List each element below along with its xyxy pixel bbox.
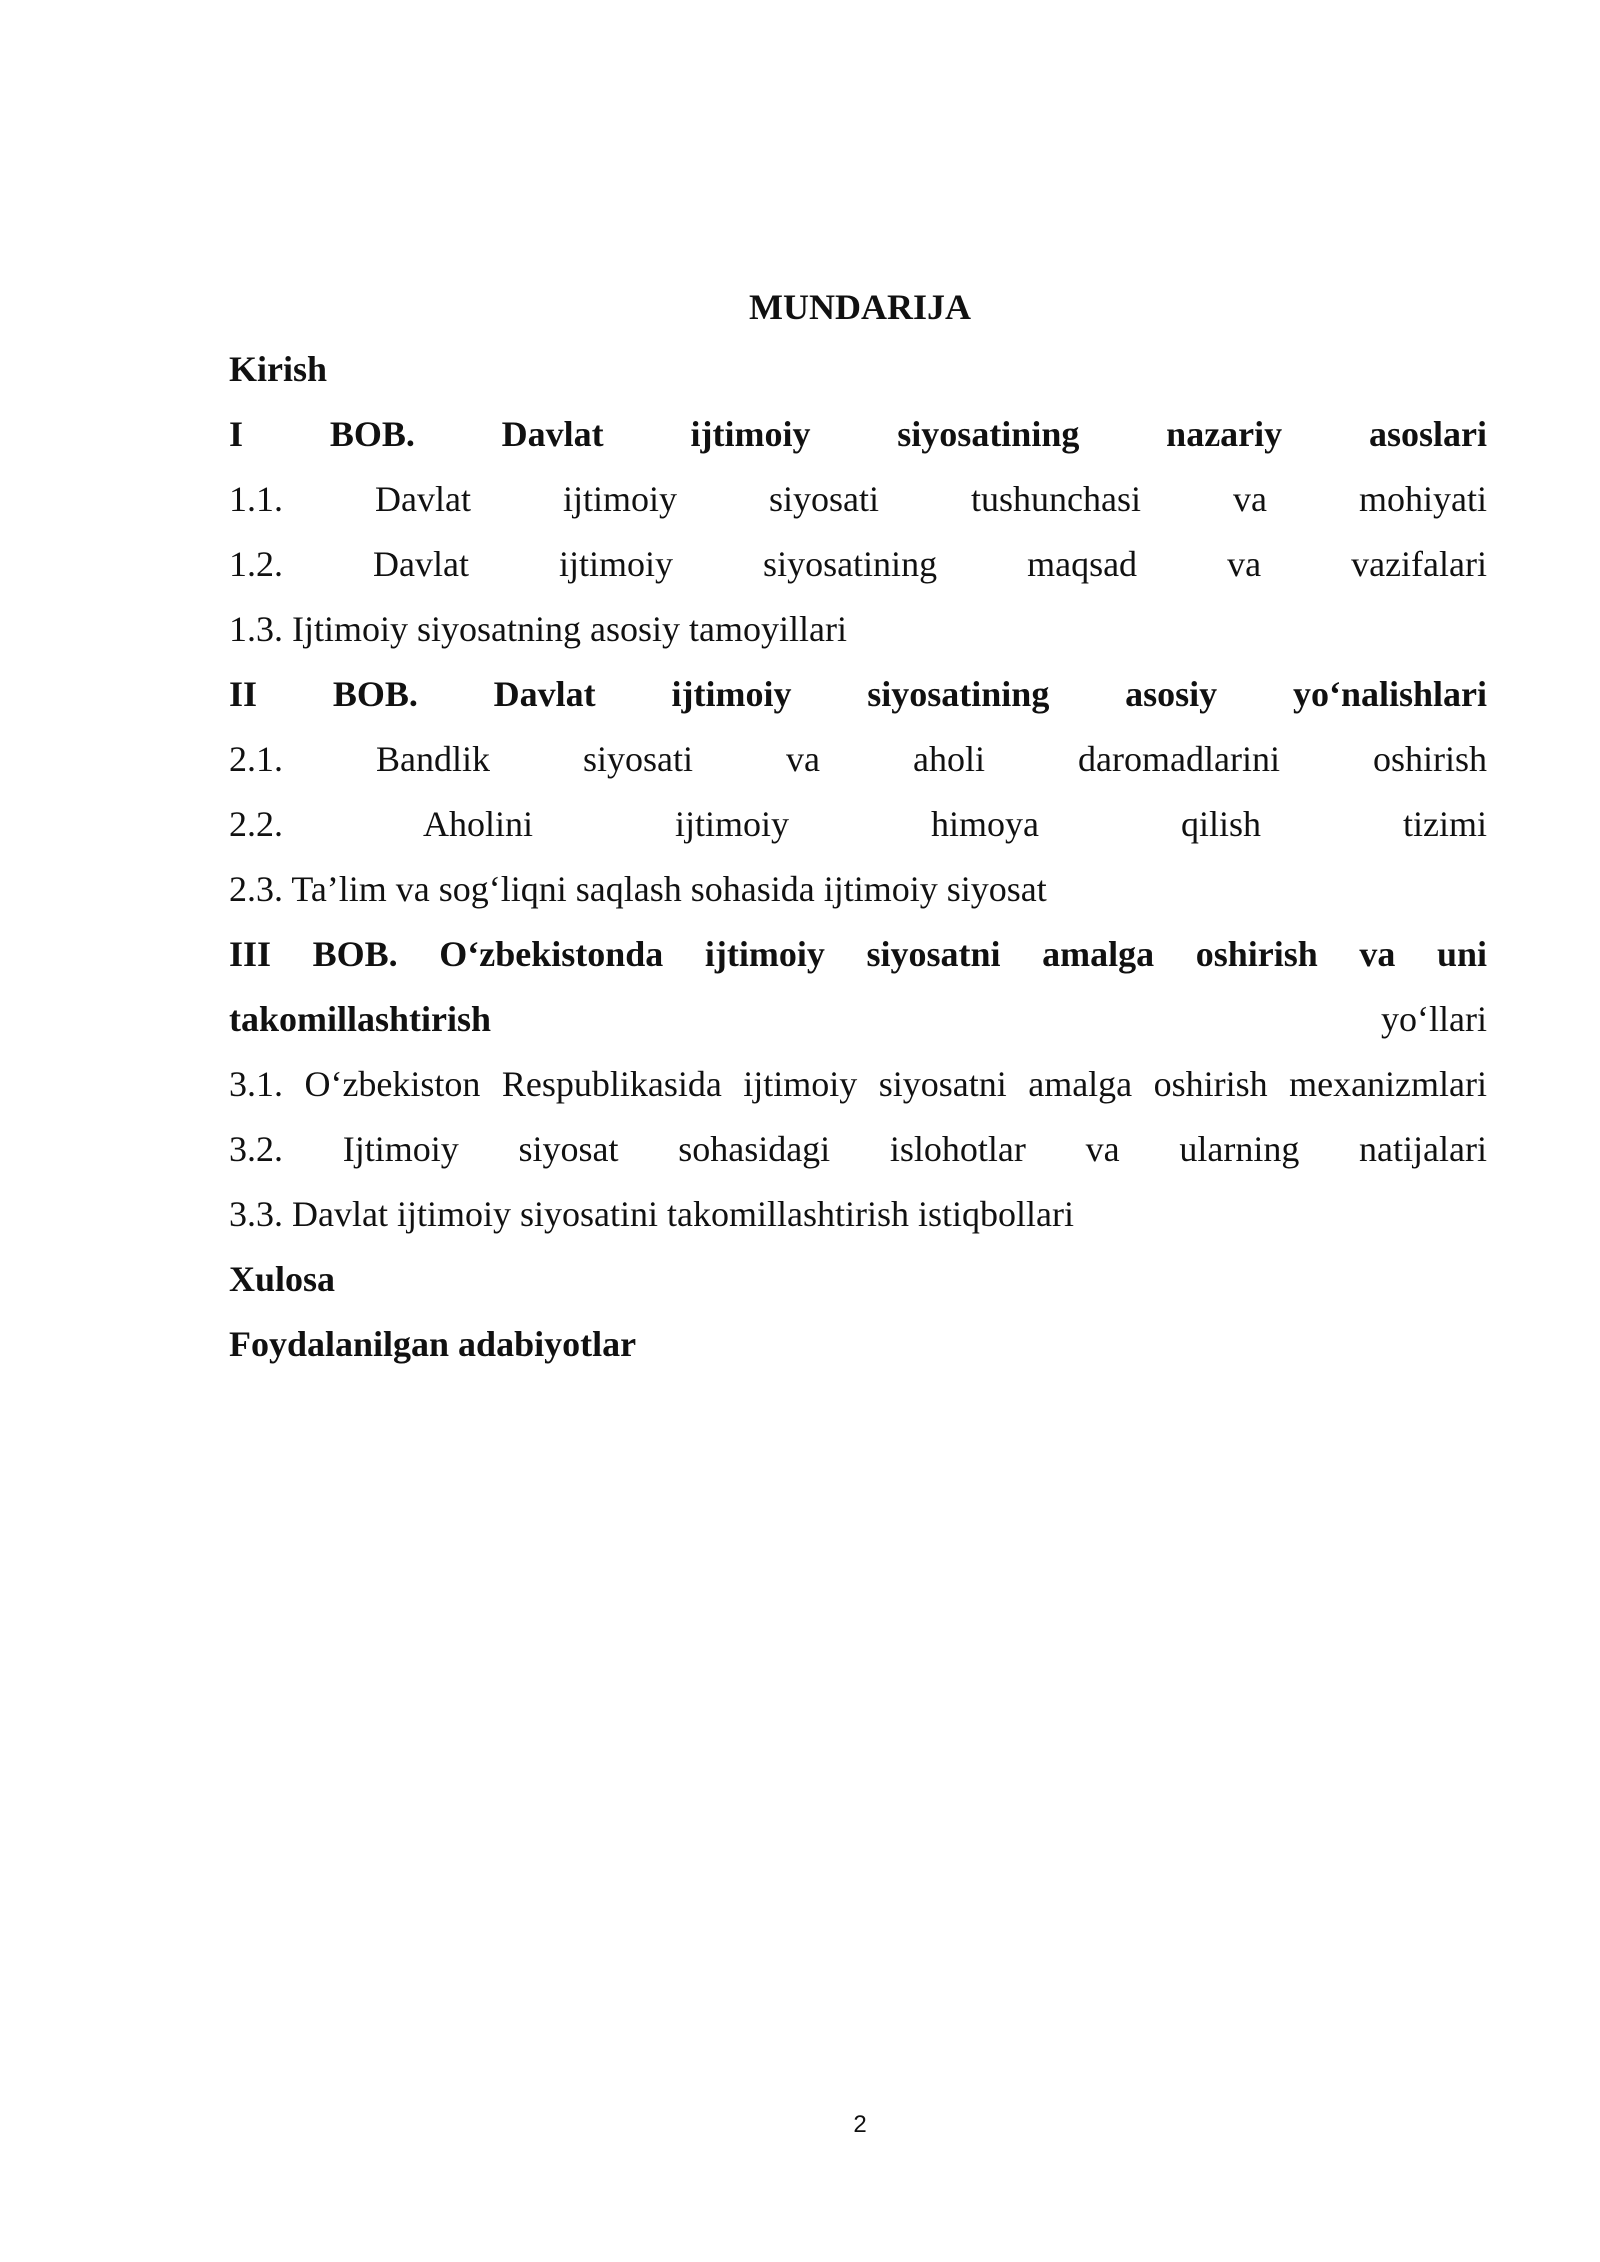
toc-intro: Kirish [229,349,328,389]
toc-chapter-3-heading-regular-part: yo‘llari [1381,999,1487,1039]
toc-references: Foydalanilgan adabiyotlar [229,1324,637,1364]
toc-section-3-3: 3.3. Davlat ijtimoiy siyosatini takomillashtirish istiqbollari [229,1194,1074,1234]
table-of-contents [229,344,1487,1384]
toc-section-2-1: 2.1. Bandlik siyosati va aholi daromadlarini oshirish [229,739,1487,779]
toc-conclusion: Xulosa [229,1259,336,1299]
toc-chapter-2-heading: II BOB. Davlat ijtimoiy siyosatining asosiy yo‘nalishlari [229,674,1487,714]
page-number: 2 [853,2111,867,2138]
toc-section-1-3: 1.3. Ijtimoiy siyosatning asosiy tamoyillari [229,609,847,649]
toc-section-3-2: 3.2. Ijtimoiy siyosat sohasidagi islohotlar va ularning natijalari [229,1129,1487,1169]
toc-section-2-3: 2.3. Ta’lim va sog‘liqni saqlash sohasida ijtimoiy siyosat [229,869,1047,909]
toc-section-2-2: 2.2. Aholini ijtimoiy himoya qilish tizimi [229,804,1487,844]
toc-chapter-3-heading-bold-part: takomillashtirish [229,999,492,1039]
toc-section-1-2: 1.2. Davlat ijtimoiy siyosatining maqsad va vazifalari [229,544,1487,584]
toc-chapter-3-heading: III BOB. O‘zbekistonda ijtimoiy siyosatni amalga oshirish va uni [229,934,1487,974]
toc-section-3-1: 3.1. O‘zbekiston Respublikasida ijtimoiy siyosatni amalga oshirish mexanizmlari [229,1064,1487,1104]
toc-chapter-1-heading: I BOB. Davlat ijtimoiy siyosatining nazariy asoslari [229,414,1487,454]
page-title: MUNDARIJA [749,287,971,327]
toc-section-1-1: 1.1. Davlat ijtimoiy siyosati tushunchasi va mohiyati [229,479,1487,519]
toc-chapter-3-heading-continued [229,994,1487,1059]
